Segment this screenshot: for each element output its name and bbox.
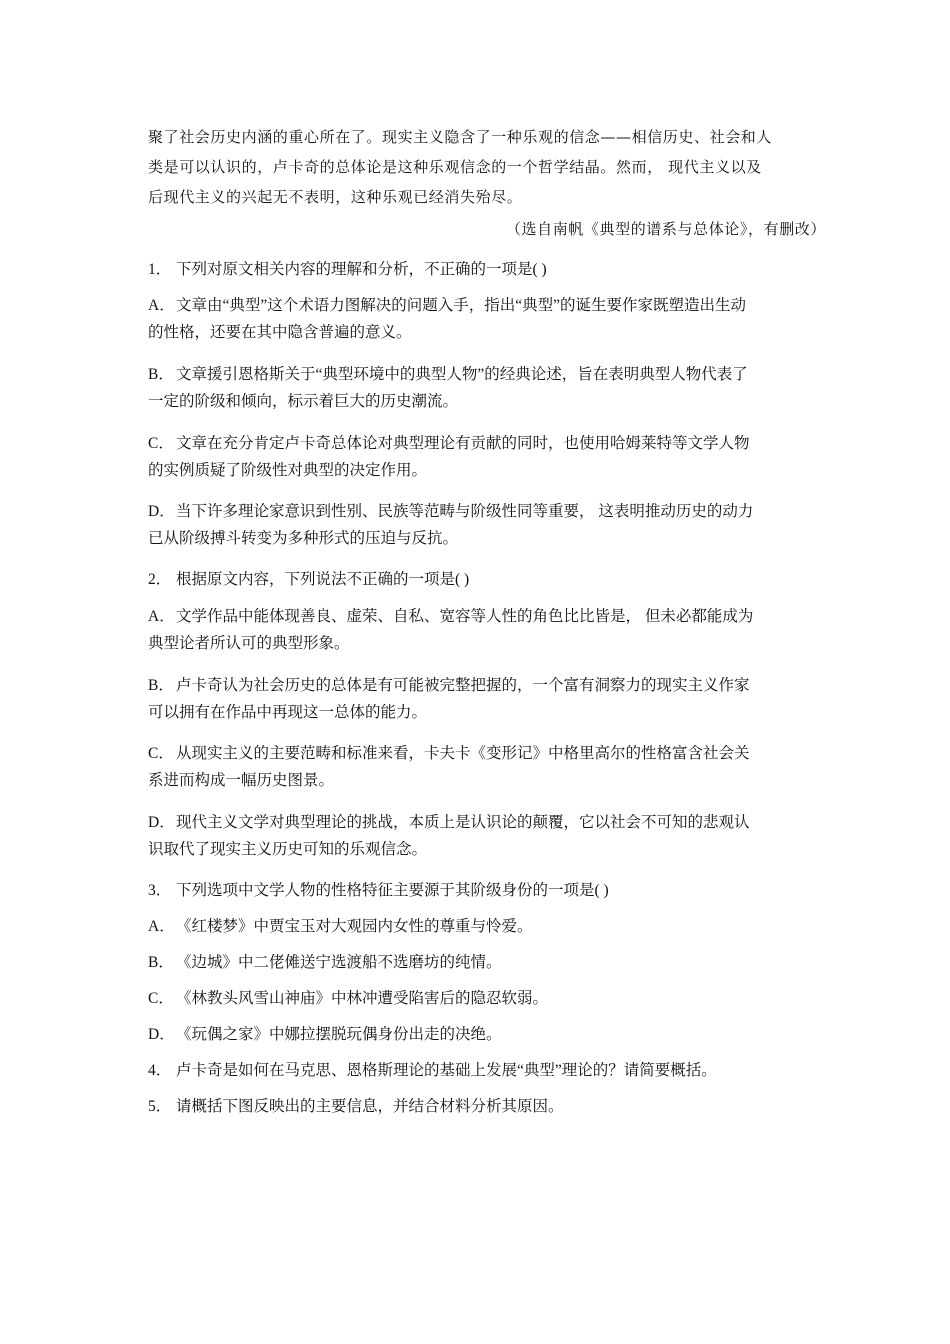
question-1-stem [148, 256, 814, 283]
question-2-option-c [148, 740, 814, 794]
passage-text [148, 122, 812, 212]
question-text: 下列对原文相关内容的理解和分析，不正确的一项是( ) [176, 261, 547, 278]
question-4-stem [148, 1057, 814, 1084]
option-text: 文章援引恩格斯关于“典型环境中的典型人物”的经典论述，旨在表明典型人物代表了 [176, 366, 748, 383]
option-text: 《边城》中二佬傩送宁选渡船不选磨坊的纯情。 [176, 954, 502, 971]
option-text: 的实例质疑了阶级性对典型的决定作用。 [148, 462, 428, 479]
option-text: 文章由“典型”这个术语力图解决的问题入手，指出“典型”的诞生要作家既塑造出生动 [176, 297, 747, 314]
option-text: 现代主义文学对典型理论的挑战，本质上是认识论的颠覆，它以社会不可知的悲观认 [176, 814, 750, 831]
option-text: 的性格，还要在其中隐含普遍的意义。 [148, 324, 412, 341]
question-text: 根据原文内容，下列说法不正确的一项是( ) [176, 571, 470, 588]
question-number: 3． [148, 882, 172, 899]
option-text: 典型论者所认可的典型形象。 [148, 635, 350, 652]
question-number: 1． [148, 261, 172, 278]
question-3-option-d [148, 1021, 814, 1048]
passage-line: 类是可以认识的，卢卡奇的总体论是这种乐观信念的一个哲学结晶。然而， 现代主义以及 [148, 158, 762, 176]
option-label: C． [148, 745, 174, 762]
option-label: D． [148, 814, 175, 831]
option-text: 《玩偶之家》中娜拉摆脱玩偶身份出走的决绝。 [176, 1026, 502, 1043]
option-text: 《红楼梦》中贾宝玉对大观园内女性的尊重与怜爱。 [176, 918, 533, 935]
question-1-option-b [148, 361, 814, 415]
option-text: 文学作品中能体现善良、虚荣、自私、宽容等人性的角色比比皆是， 但未必都能成为 [176, 608, 754, 625]
question-1-option-a [148, 292, 814, 346]
option-text: 一定的阶级和倾向，标示着巨大的历史潮流。 [148, 393, 459, 410]
question-2-stem [148, 566, 814, 593]
option-label: D． [148, 1026, 175, 1043]
question-text: 卢卡奇是如何在马克思、恩格斯理论的基础上发展“典型”理论的？请简要概括。 [176, 1062, 717, 1079]
question-1-option-d [148, 498, 814, 552]
question-2-option-b [148, 672, 814, 726]
option-label: B． [148, 677, 174, 694]
question-text: 下列选项中文学人物的性格特征主要源于其阶级身份的一项是( ) [176, 882, 609, 899]
question-number: 2． [148, 571, 172, 588]
question-5-stem [148, 1093, 814, 1120]
question-number: 4． [148, 1062, 172, 1079]
option-text: 已从阶级搏斗转变为多种形式的压迫与反抗。 [148, 530, 459, 547]
question-text: 请概括下图反映出的主要信息，并结合材料分析其原因。 [176, 1098, 564, 1115]
passage-line: 后现代主义的兴起无不表明，这种乐观已经消失殆尽。 [148, 188, 523, 206]
option-label: C． [148, 435, 174, 452]
option-label: D． [148, 503, 175, 520]
option-text: 卢卡奇认为社会历史的总体是有可能被完整把握的，一个富有洞察力的现实主义作家 [176, 677, 750, 694]
question-2-option-d [148, 809, 814, 863]
question-1-option-c [148, 430, 814, 484]
passage-source: （选自南帆《典型的谱系与总体论》，有删改） [505, 220, 826, 238]
passage-line: 聚了社会历史内涵的重心所在了。现实主义隐含了一种乐观的信念——相信历史、社会和人 [148, 128, 773, 146]
option-text: 可以拥有在作品中再现这一总体的能力。 [148, 704, 428, 721]
option-label: B． [148, 954, 174, 971]
option-text: 当下许多理论家意识到性别、民族等范畴与阶级性同等重要， 这表明推动历史的动力 [176, 503, 754, 520]
question-3-option-c [148, 985, 814, 1012]
option-label: A． [148, 918, 175, 935]
option-label: B． [148, 366, 174, 383]
option-label: A． [148, 297, 175, 314]
question-3-option-b [148, 949, 814, 976]
option-text: 《林教头风雪山神庙》中林冲遭受陷害后的隐忍软弱。 [176, 990, 549, 1007]
option-text: 从现实主义的主要范畴和标准来看，卡夫卡《变形记》中格里高尔的性格富含社会关 [176, 745, 750, 762]
option-text: 文章在充分肯定卢卡奇总体论对典型理论有贡献的同时，也使用哈姆莱特等文学人物 [176, 435, 750, 452]
question-3-stem [148, 877, 814, 904]
question-number: 5． [148, 1098, 172, 1115]
option-text: 识取代了现实主义历史可知的乐观信念。 [148, 841, 428, 858]
option-label: C． [148, 990, 174, 1007]
option-label: A． [148, 608, 175, 625]
question-3-option-a [148, 913, 814, 940]
option-text: 系进而构成一幅历史图景。 [148, 772, 335, 789]
question-2-option-a [148, 603, 814, 657]
